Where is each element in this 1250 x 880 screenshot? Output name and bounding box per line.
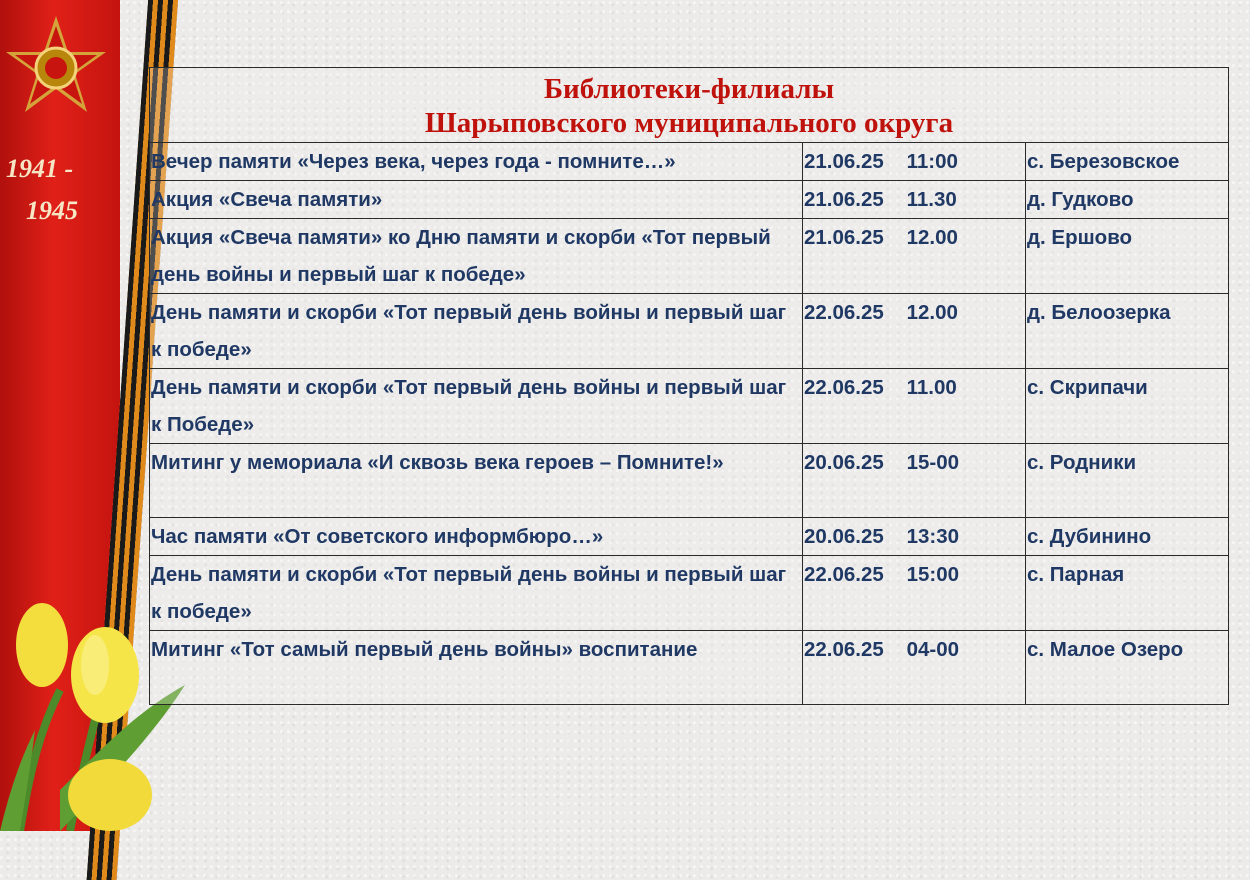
years-start: 1941 - bbox=[6, 154, 74, 183]
event-cell: День памяти и скорби «Тот первый день войны и первый шаг к Победе» bbox=[150, 369, 803, 444]
date-value: 21.06.25 bbox=[804, 150, 884, 173]
table-row bbox=[150, 294, 1229, 369]
time-value: 15:00 bbox=[906, 563, 960, 586]
table-row bbox=[150, 444, 1229, 518]
time-value: 11:00 bbox=[906, 150, 958, 173]
years-label bbox=[6, 148, 78, 232]
table-title-row bbox=[150, 68, 1229, 143]
date-value: 22.06.25 bbox=[804, 638, 884, 661]
event-cell: День памяти и скорби «Тот первый день войны и первый шаг к победе» bbox=[150, 294, 803, 369]
place-cell: с. Скрипачи bbox=[1026, 369, 1229, 444]
datetime-cell bbox=[803, 444, 1026, 518]
time-value: 11.00 bbox=[906, 376, 957, 399]
table-row bbox=[150, 369, 1229, 444]
library-events-table bbox=[149, 67, 1229, 705]
date-value: 21.06.25 bbox=[804, 188, 884, 211]
place-cell: д. Белоозерка bbox=[1026, 294, 1229, 369]
datetime-cell bbox=[803, 369, 1026, 444]
date-value: 22.06.25 bbox=[804, 301, 884, 324]
event-cell: День памяти и скорби «Тот первый день войны и первый шаг к победе» bbox=[150, 556, 803, 631]
event-cell: Акция «Свеча памяти» bbox=[150, 181, 803, 219]
time-value: 04-00 bbox=[906, 638, 960, 661]
decorative-side-band bbox=[0, 0, 150, 831]
date-value: 21.06.25 bbox=[804, 226, 884, 249]
order-star-icon bbox=[0, 12, 112, 124]
place-cell: с. Малое Озеро bbox=[1026, 631, 1229, 705]
time-value: 13:30 bbox=[906, 525, 960, 548]
place-cell: с. Родники bbox=[1026, 444, 1229, 518]
event-cell: Вечер памяти «Через века, через года - помните…» bbox=[150, 143, 803, 181]
datetime-cell bbox=[803, 556, 1026, 631]
date-value: 22.06.25 bbox=[804, 563, 884, 586]
table-row bbox=[150, 143, 1229, 181]
datetime-cell bbox=[803, 631, 1026, 705]
place-cell: с. Парная bbox=[1026, 556, 1229, 631]
date-value: 20.06.25 bbox=[804, 451, 884, 474]
datetime-cell bbox=[803, 219, 1026, 294]
time-value: 15-00 bbox=[906, 451, 960, 474]
time-value: 11.30 bbox=[906, 188, 957, 211]
time-value: 12.00 bbox=[906, 226, 958, 249]
title-line-2: Шарыповского муниципального округа bbox=[424, 107, 954, 139]
title-line-1: Библиотеки-филиалы bbox=[543, 73, 835, 105]
table-row bbox=[150, 181, 1229, 219]
event-cell: Час памяти «От советского информбюро…» bbox=[150, 518, 803, 556]
event-cell: Митинг «Тот самый первый день войны» воспитание bbox=[150, 631, 803, 705]
datetime-cell bbox=[803, 143, 1026, 181]
years-end: 1945 bbox=[26, 196, 78, 225]
table-row bbox=[150, 219, 1229, 294]
date-value: 20.06.25 bbox=[804, 525, 884, 548]
place-cell: д. Ершово bbox=[1026, 219, 1229, 294]
table-row bbox=[150, 518, 1229, 556]
datetime-cell bbox=[803, 294, 1026, 369]
place-cell: д. Гудково bbox=[1026, 181, 1229, 219]
datetime-cell bbox=[803, 518, 1026, 556]
table-title bbox=[150, 68, 1229, 143]
place-cell: с. Березовское bbox=[1026, 143, 1229, 181]
time-value: 12.00 bbox=[906, 301, 958, 324]
date-value: 22.06.25 bbox=[804, 376, 884, 399]
table-row bbox=[150, 556, 1229, 631]
place-cell: с. Дубинино bbox=[1026, 518, 1229, 556]
event-cell: Митинг у мемориала «И сквозь века героев – Помните!» bbox=[150, 444, 803, 518]
event-cell: Акция «Свеча памяти» ко Дню памяти и скорби «Тот первый день войны и первый шаг к победе» bbox=[150, 219, 803, 294]
table-row bbox=[150, 631, 1229, 705]
datetime-cell bbox=[803, 181, 1026, 219]
